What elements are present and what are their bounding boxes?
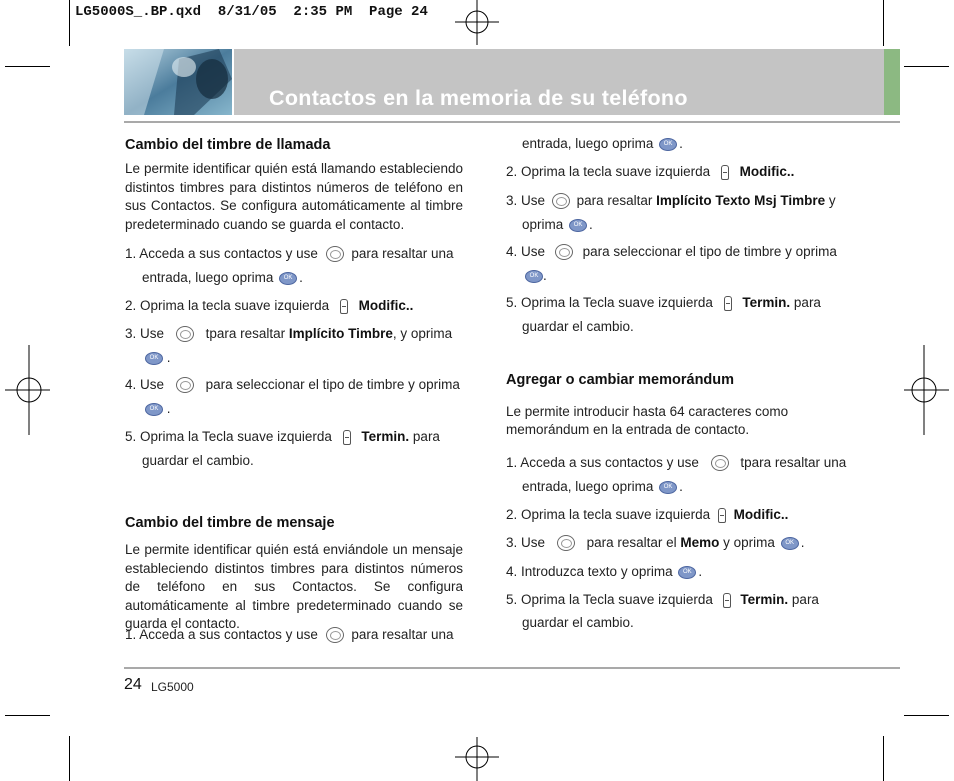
step-text: 2. Oprima la tecla suave izquierda xyxy=(506,164,711,179)
ok-key-icon: OK xyxy=(279,272,297,285)
step-text: para resaltar una xyxy=(351,627,454,642)
step-text: para seleccionar el tipo de timbre y oprima xyxy=(205,377,460,392)
section-paragraph: memorándum en la entrada de contacto. xyxy=(506,422,750,437)
list-item xyxy=(506,244,837,260)
step-text: 1. Acceda a sus contactos y use xyxy=(125,246,318,261)
list-item: oprima OK . xyxy=(522,217,593,232)
step-text: para resaltar una xyxy=(351,246,454,261)
step-text: 3. Use xyxy=(125,326,165,341)
ok-key-icon: OK xyxy=(145,352,163,365)
step-text: 5. Oprima la Tecla suave izquierda xyxy=(125,429,332,444)
list-item: OK . xyxy=(522,268,547,283)
ok-key-icon: OK xyxy=(659,138,677,151)
registration-mark-left xyxy=(5,345,50,435)
menu-term: Implícito Texto Msj Timbre xyxy=(656,193,826,208)
menu-term: Modific.. xyxy=(733,507,789,522)
step-text: 5. Oprima la Tecla suave izquierda xyxy=(506,295,713,310)
nav-key-icon xyxy=(711,455,729,471)
nav-key-icon xyxy=(176,326,194,342)
list-item: 4. Introduzca texto y oprima OK . xyxy=(506,564,703,579)
step-text: 2. Oprima la tecla suave izquierda xyxy=(125,298,330,313)
list-item: entrada, luego oprima OK . xyxy=(522,479,683,494)
list-item xyxy=(506,164,794,180)
step-text: entrada, luego oprima xyxy=(142,270,274,285)
left-soft-key-icon xyxy=(724,296,732,311)
registration-mark-bottom xyxy=(455,737,499,781)
ok-key-icon: OK xyxy=(781,537,799,550)
step-text: 1. Acceda a sus contactos y use xyxy=(125,627,318,642)
page-number: 24 xyxy=(124,676,142,693)
step-text: para resaltar xyxy=(576,193,653,208)
page-banner xyxy=(124,49,900,115)
step-text: 3. Use xyxy=(506,193,546,208)
list-item xyxy=(125,326,452,342)
menu-term: Memo xyxy=(680,535,720,550)
menu-term: Termin. xyxy=(361,429,410,444)
print-slug: LG5000S_.BP.qxd 8/31/05 2:35 PM Page 24 xyxy=(75,4,428,20)
crop-mark xyxy=(883,736,884,781)
list-item xyxy=(125,377,460,393)
registration-mark-top xyxy=(455,0,499,45)
step-text: 4. Use xyxy=(506,244,546,259)
list-item: OK . xyxy=(142,401,171,416)
banner-photo xyxy=(124,49,232,115)
list-item: entrada, luego oprima OK . xyxy=(142,270,303,285)
list-item: entrada, luego oprima OK . xyxy=(522,136,683,151)
section-paragraph: Le permite identificar quién está enviándole un mensaje estableciendo distintos timbres para distintos números de teléfono en sus Contactos. Se configura automáticamente al timbre predeterminado cuando se guarda el contacto. xyxy=(125,542,463,631)
ok-key-icon: OK xyxy=(659,481,677,494)
list-item: guardar el cambio. xyxy=(142,453,254,468)
nav-key-icon xyxy=(326,627,344,643)
nav-key-icon xyxy=(557,535,575,551)
menu-term: Modific.. xyxy=(358,298,414,313)
step-text: entrada, luego oprima xyxy=(522,479,654,494)
menu-term: Termin. xyxy=(742,295,791,310)
list-item xyxy=(125,429,440,445)
crop-mark xyxy=(69,0,70,46)
crop-mark xyxy=(5,715,50,716)
crop-mark xyxy=(69,736,70,781)
section-heading: Cambio del timbre de llamada xyxy=(125,137,331,153)
step-text: 1. Acceda a sus contactos y use xyxy=(506,455,699,470)
step-text: 3. Use xyxy=(506,535,546,550)
step-text: para xyxy=(412,429,440,444)
step-text: , y oprima xyxy=(392,326,453,341)
nav-key-icon xyxy=(176,377,194,393)
list-item xyxy=(125,298,413,314)
step-text: para xyxy=(791,592,819,607)
crop-mark xyxy=(883,0,884,46)
crop-mark xyxy=(904,66,949,67)
step-text: oprima xyxy=(522,217,564,232)
step-text: para xyxy=(793,295,821,310)
section-paragraph: Le permite identificar quién está llamando estableciendo distintos timbres para distintos números de teléfono en sus Contactos. Se configura automáticamente al timbre predeterminado cuando se guarda el contacto. xyxy=(125,161,463,232)
header-rule xyxy=(124,121,900,123)
ok-key-icon: OK xyxy=(525,270,543,283)
page-title: Contactos en la memoria de su teléfono xyxy=(269,86,688,110)
left-soft-key-icon xyxy=(723,593,731,608)
step-text: para seleccionar el tipo de timbre y oprima xyxy=(582,244,837,259)
list-item xyxy=(506,507,788,523)
list-item xyxy=(506,592,819,608)
list-item: 3. Use para resaltar el Memo y oprima OK . xyxy=(506,535,805,550)
step-text: entrada, luego oprima xyxy=(522,136,654,151)
ok-key-icon: OK xyxy=(145,403,163,416)
menu-term: Modific.. xyxy=(739,164,795,179)
list-item xyxy=(506,295,821,311)
step-text: para resaltar el xyxy=(586,535,677,550)
nav-key-icon xyxy=(555,244,573,260)
section-heading: Agregar o cambiar memorándum xyxy=(506,372,735,388)
footer-model: LG5000 xyxy=(151,680,194,694)
banner-accent xyxy=(884,49,900,115)
left-soft-key-icon xyxy=(340,299,348,314)
left-soft-key-icon xyxy=(718,508,726,523)
step-text: y xyxy=(828,193,836,208)
nav-key-icon xyxy=(326,246,344,262)
menu-term: Termin. xyxy=(740,592,789,607)
list-item: guardar el cambio. xyxy=(522,615,634,630)
list-item xyxy=(125,246,453,262)
step-text: 5. Oprima la Tecla suave izquierda xyxy=(506,592,713,607)
list-item xyxy=(506,193,836,209)
section-heading: Cambio del timbre de mensaje xyxy=(125,515,335,531)
step-text: tpara resaltar una xyxy=(740,455,847,470)
nav-key-icon xyxy=(552,193,570,209)
step-text: y oprima xyxy=(723,535,775,550)
step-text: tpara resaltar xyxy=(205,326,286,341)
step-text: 4. Use xyxy=(125,377,165,392)
list-item: OK . xyxy=(142,350,171,365)
ok-key-icon: OK xyxy=(678,566,696,579)
list-item: guardar el cambio. xyxy=(522,319,634,334)
registration-mark-right xyxy=(904,345,949,435)
step-text: 4. Introduzca texto y oprima xyxy=(506,564,673,579)
section-paragraph: Le permite introducir hasta 64 caracteres como xyxy=(506,404,789,419)
menu-term: Implícito Timbre xyxy=(288,326,393,341)
list-item xyxy=(506,455,846,471)
left-soft-key-icon xyxy=(343,430,351,445)
ok-key-icon: OK xyxy=(569,219,587,232)
step-text: 2. Oprima la tecla suave izquierda xyxy=(506,507,711,522)
left-soft-key-icon xyxy=(721,165,729,180)
footer-rule xyxy=(124,667,900,669)
list-item xyxy=(125,627,453,643)
crop-mark xyxy=(5,66,50,67)
crop-mark xyxy=(904,715,949,716)
